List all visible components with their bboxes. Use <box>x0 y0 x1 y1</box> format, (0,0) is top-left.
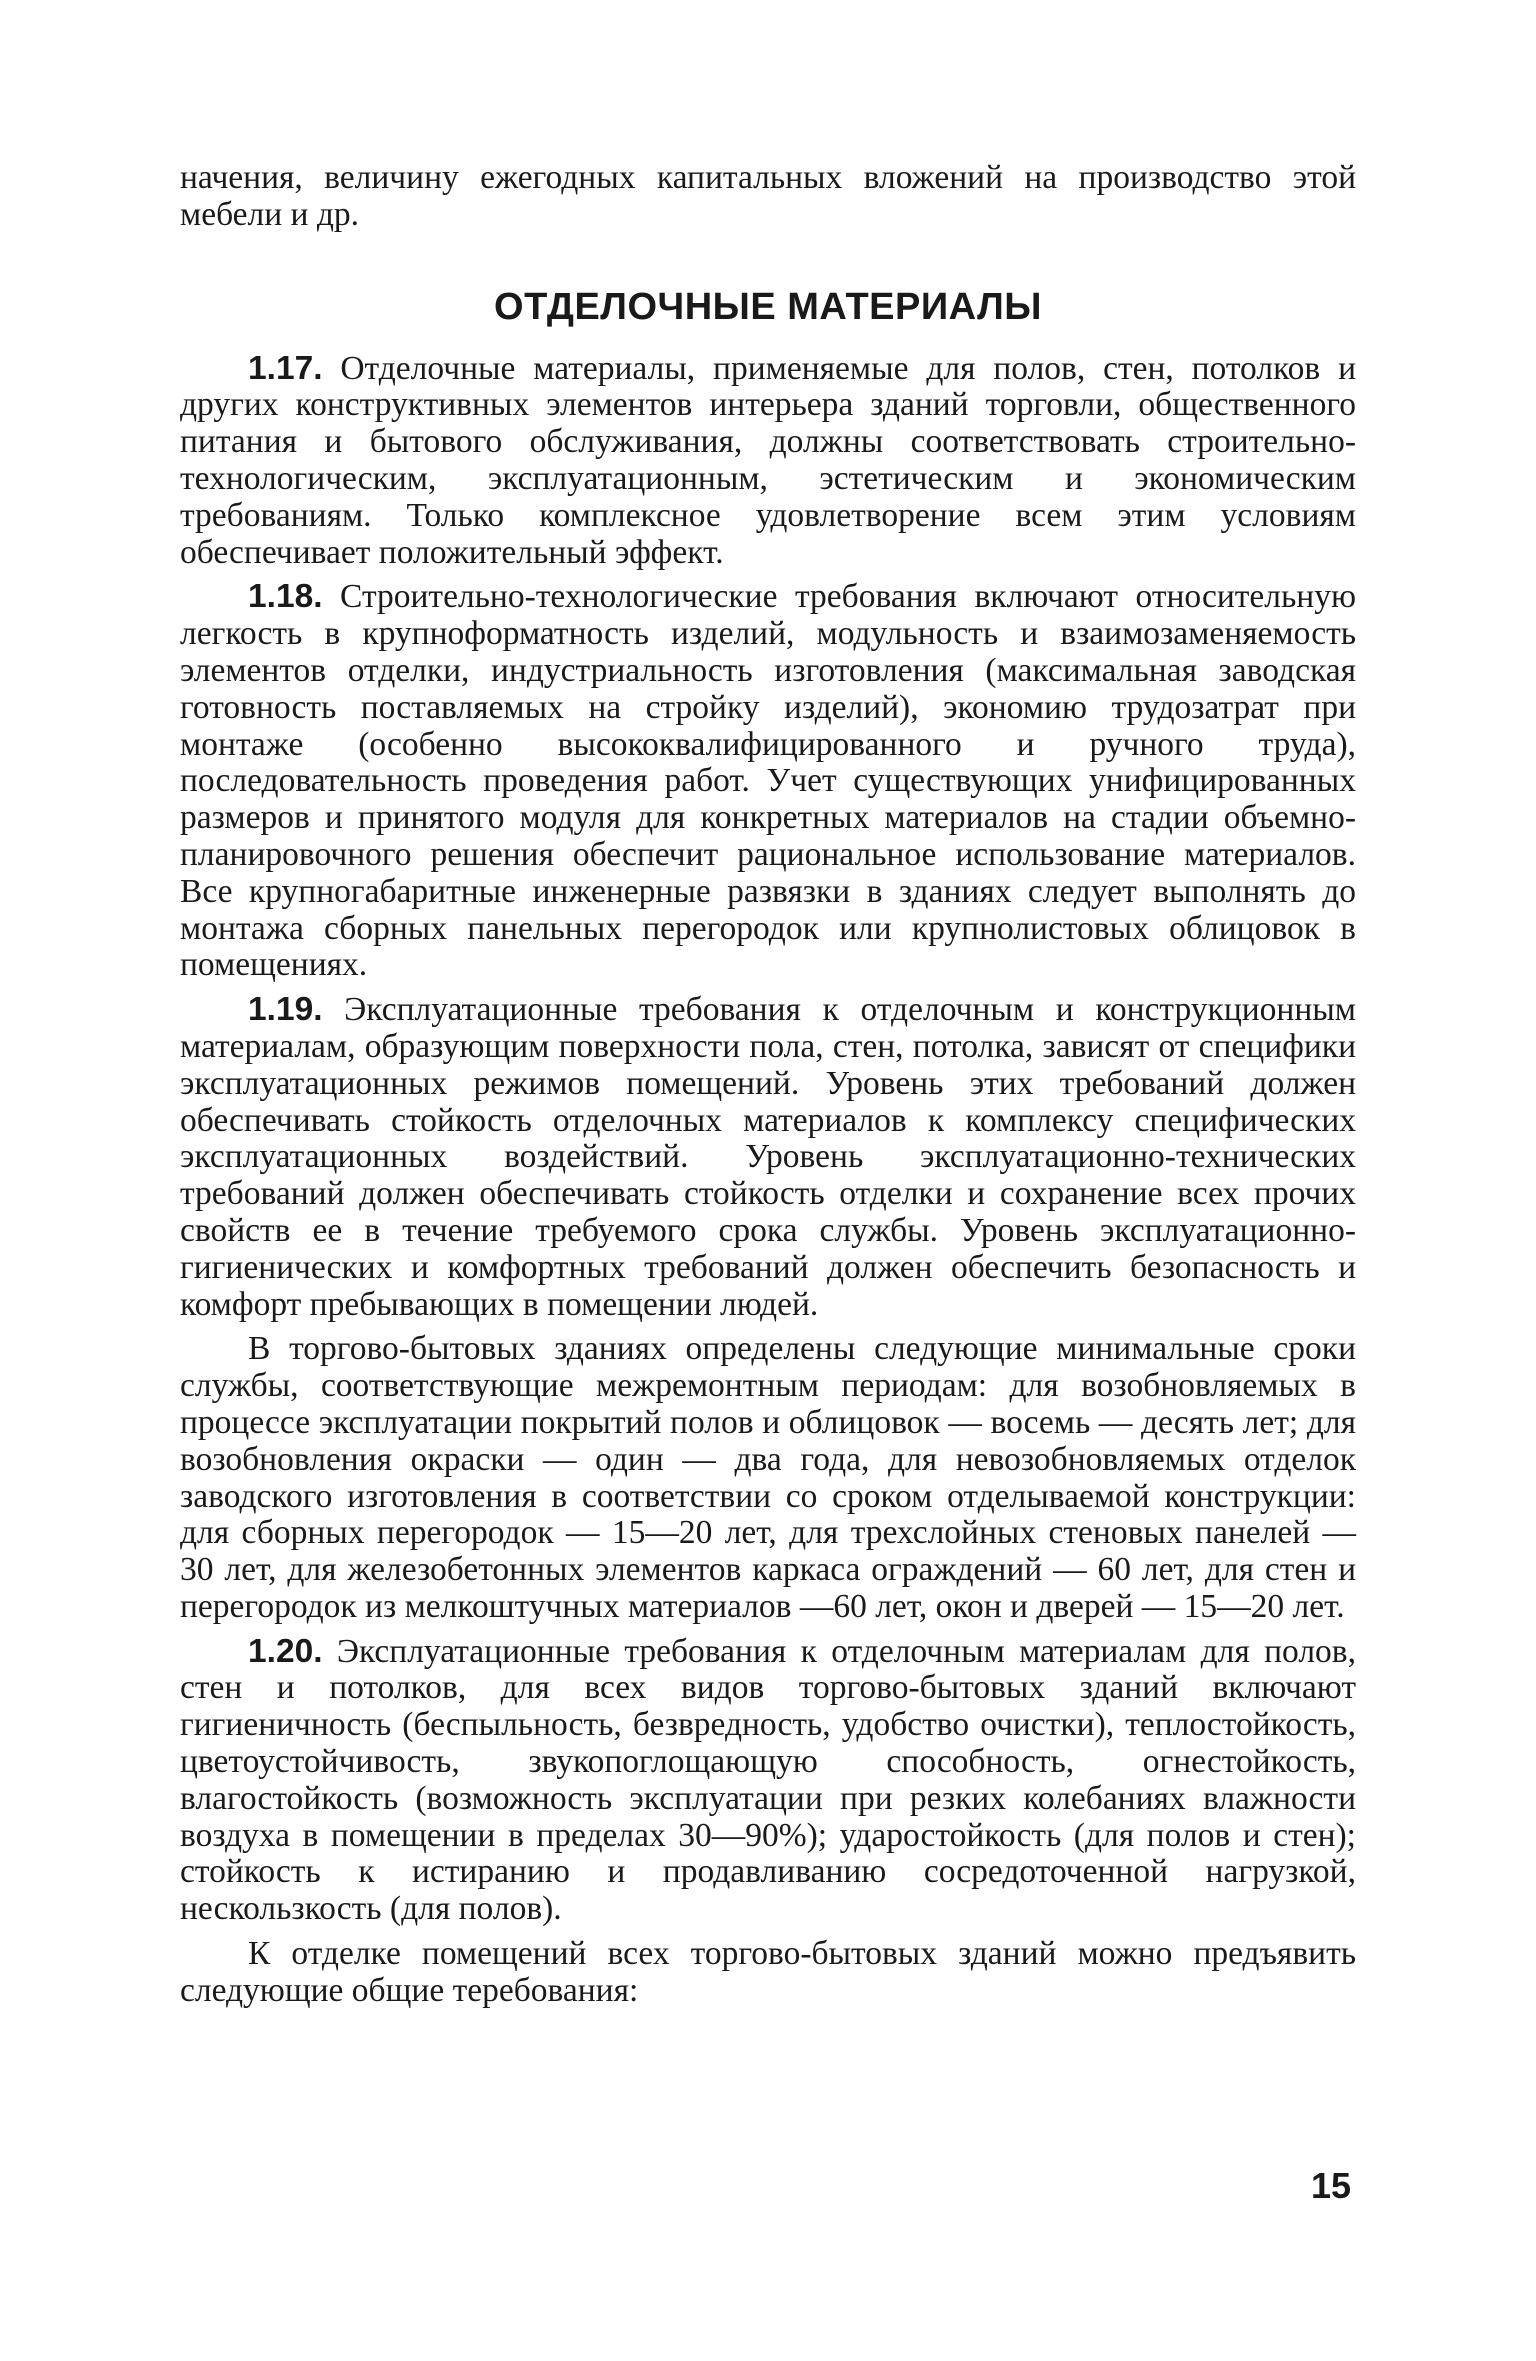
paragraph-number: 1.20. <box>248 1632 323 1670</box>
paragraph-1-18 <box>180 579 1356 984</box>
paragraph-text: К отделке помещений всех торгово-бытовых зданий можно предъявить следующие общие теребования: <box>180 1935 1356 2009</box>
paragraph-number: 1.19. <box>248 991 323 1029</box>
paragraph-1-19 <box>180 992 1356 1323</box>
paragraph-text: Эксплуатационные требования к отделочным материалам для полов, стен и потолков, для всех видов торгово-бытовых зданий включают гигиеничность (беспыльность, безвредность, удобство очистки), теплостойкость, цветоустойчивость, звукопоглощающую способность, огнестойкость, влагостойкость (возможность эксплуатации при резких колебаниях влажности воздуха в помещении в пределах 30—90%); ударостойкость (для полов и стен); стойкость к истиранию и продавливанию сосредоточенной нагрузкой, нескользкость (для полов). <box>180 1632 1356 1928</box>
paragraph-text: Строительно-технологические требования включают относительную легкость в крупноформатность изделий, модульность и взаимозаменяемость элементов отделки, индустриальность изготовления (максимальная заводская готовность поставляемых на стройку изделий), экономию трудозатрат при монтаже (особенно высококвалифицированного и ручного труда), последовательность проведения работ. Учет существующих унифицированных размеров и принятого модуля для конкретных материалов на стадии объемно-планировочного решения обеспечит рациональное использование материалов. Все крупногабаритные инженерные развязки в зданиях следует выполнять до монтажа сборных панельных перегородок или крупнолистовых облицовок в помещениях. <box>180 578 1356 984</box>
paragraph-general-requirements <box>180 1936 1356 2010</box>
paragraph-text: В торгово-бытовых зданиях определены следующие минимальные сроки службы, соответствующие межремонтным периодам: для возобновляемых в процессе эксплуатации покрытий полов и облицовок — восемь — десять лет; для возобновления окраски — один — два года, для невозобновляемых отделок заводского изготовления в соответствии со сроком отделываемой конструкции: для сборных перегородок — 15—20 лет, для трехслойных стеновых панелей — 30 лет, для железобетонных элементов каркаса ограждений — 60 лет, для стен и перегородок из мелкоштучных материалов —60 лет, окон и дверей — 15—20 лет. <box>180 1330 1356 1625</box>
paragraph-text: Отделочные материалы, применяемые для полов, стен, потолков и других конструктивных элементов интерьера зданий торговли, общественного питания и бытового обслуживания, должны соответствовать строительно-технологическим, эксплуатационным, эстетическим и экономическим требованиям. Только комплексное удовлетворение всем этим условиям обеспечивает положительный эффект. <box>180 349 1356 571</box>
paragraph-number: 1.17. <box>248 349 323 387</box>
section-title: ОТДЕЛОЧНЫЕ МАТЕРИАЛЫ <box>494 285 1042 328</box>
paragraph-number: 1.18. <box>248 578 323 616</box>
page-number: 15 <box>1310 2165 1351 2206</box>
paragraph-text: Эксплуатационные требования к отделочным и конструкционным материалам, образующим поверхности пола, стен, потолка, зависят от специфики эксплуатационных режимов помещений. Уровень этих требований должен обеспечивать стойкость отделочных материалов к комплексу специфических эксплуатационных воздействий. Уровень эксплуатационно-технических требований должен обеспечивать стойкость отделки и сохранение всех прочих свойств ее в течение требуемого срока службы. Уровень эксплуатационно-гигиенических и комфортных требований должен обеспечить безопасность и комфорт пребывающих в помещении людей. <box>180 991 1356 1323</box>
paragraph-service-life <box>180 1331 1356 1625</box>
paragraph-1-17 <box>180 351 1356 572</box>
intro-fragment: начения, величину ежегодных капитальных вложений на производство этой мебели и др. <box>180 159 1356 233</box>
paragraph-1-20 <box>180 1634 1356 1928</box>
page-content <box>180 160 1356 2010</box>
